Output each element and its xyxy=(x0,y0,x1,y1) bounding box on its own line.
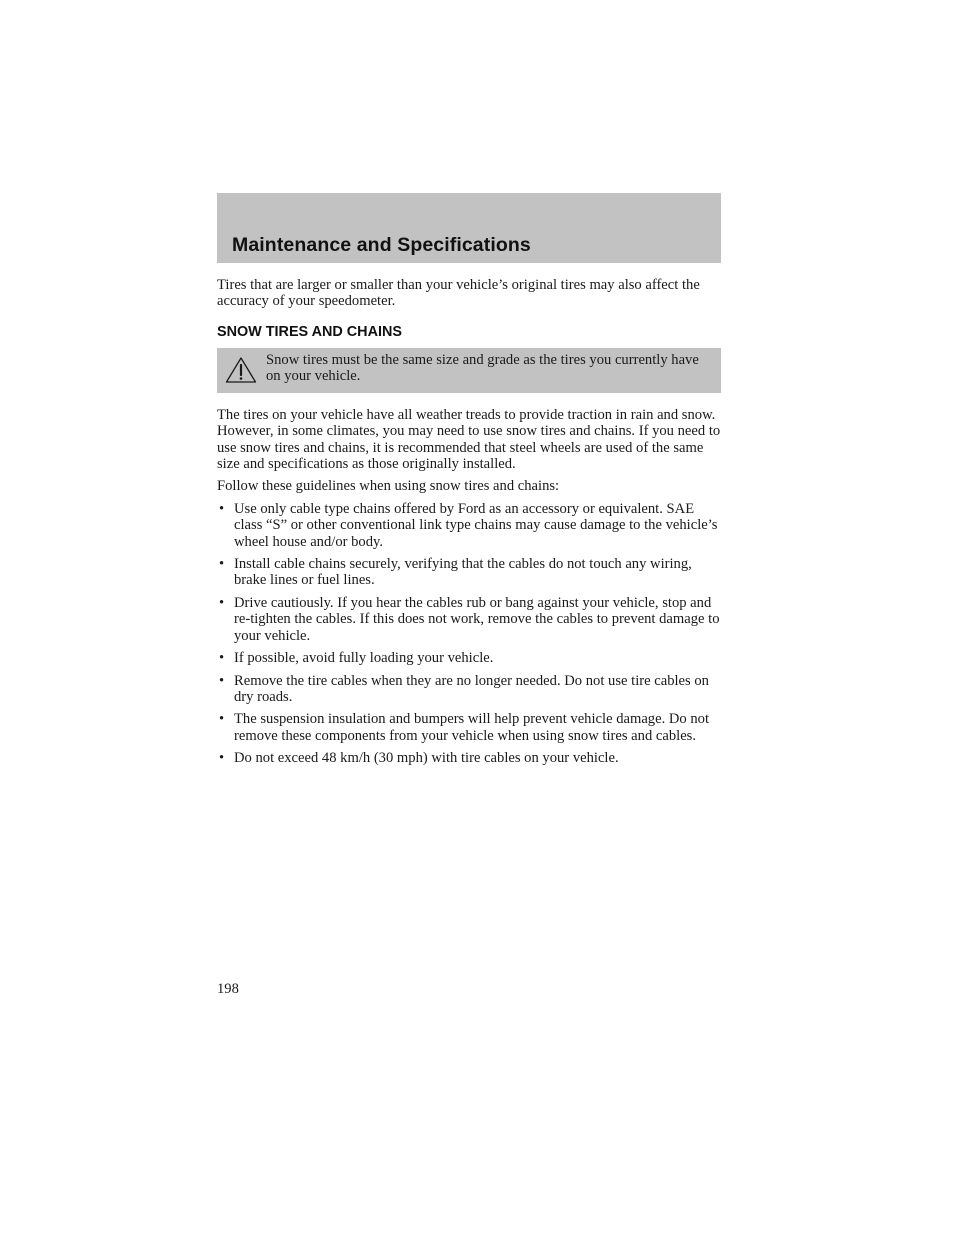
page-content xyxy=(217,277,723,773)
bullet-marker: • xyxy=(219,672,225,689)
page-number: 198 xyxy=(217,981,239,997)
list-item xyxy=(217,750,723,766)
bullet-marker: • xyxy=(219,711,225,728)
bullet-marker: • xyxy=(219,556,225,573)
section-heading: SNOW TIRES AND CHAINS xyxy=(217,323,402,340)
bullet-marker: • xyxy=(219,594,225,611)
intro-paragraph: Tires that are larger or smaller than your vehicle’s original tires may also affect the accuracy of your speedometer. xyxy=(217,277,700,310)
guidelines-intro: Follow these guidelines when using snow tires and chains: xyxy=(217,478,560,495)
list-item-text: The suspension insulation and bumpers will help prevent vehicle damage. Do not remove these components from your vehicle when using snow tires and cables. xyxy=(234,711,710,744)
section-header-band xyxy=(217,193,721,263)
bullet-marker: • xyxy=(219,650,225,667)
list-item-text: Remove the tire cables when they are no longer needed. Do not use tire cables on dry roads. xyxy=(234,672,709,705)
warning-text: Snow tires must be the same size and grade as the tires you currently have on your vehicle. xyxy=(266,351,699,385)
bullet-marker: • xyxy=(219,750,225,767)
list-item xyxy=(217,501,723,550)
warning-triangle-icon xyxy=(225,356,257,384)
page-title: Maintenance and Specifications xyxy=(232,234,531,256)
list-item xyxy=(217,556,723,589)
list-item-text: If possible, avoid fully loading your vehicle. xyxy=(234,650,494,667)
list-item-text: Use only cable type chains offered by Ford as an accessory or equivalent. SAE class “S” or other conventional link type chains may cause damage to the vehicle’s wheel house and/or body. xyxy=(234,500,718,550)
list-item xyxy=(217,711,723,744)
bullet-marker: • xyxy=(219,500,225,517)
guidelines-list xyxy=(217,501,723,767)
list-item xyxy=(217,650,723,666)
list-item-text: Do not exceed 48 km/h (30 mph) with tire cables on your vehicle. xyxy=(234,750,619,767)
list-item-text: Install cable chains securely, verifying that the cables do not touch any wiring, brake lines or fuel lines. xyxy=(234,556,692,589)
list-item xyxy=(217,595,723,644)
traction-paragraph: The tires on your vehicle have all weather treads to provide traction in rain and snow. However, in some climates, you may need to use snow tires and chains. If you need to use snow tires and chains, it is recommended that steel wheels are used of the same size and specifications as those originally installed. xyxy=(217,406,721,473)
list-item xyxy=(217,673,723,706)
warning-box xyxy=(217,348,721,393)
list-item-text: Drive cautiously. If you hear the cables rub or bang against your vehicle, stop and re-tighten the cables. If this does not work, remove the cables to prevent damage to your vehicle. xyxy=(234,594,720,644)
